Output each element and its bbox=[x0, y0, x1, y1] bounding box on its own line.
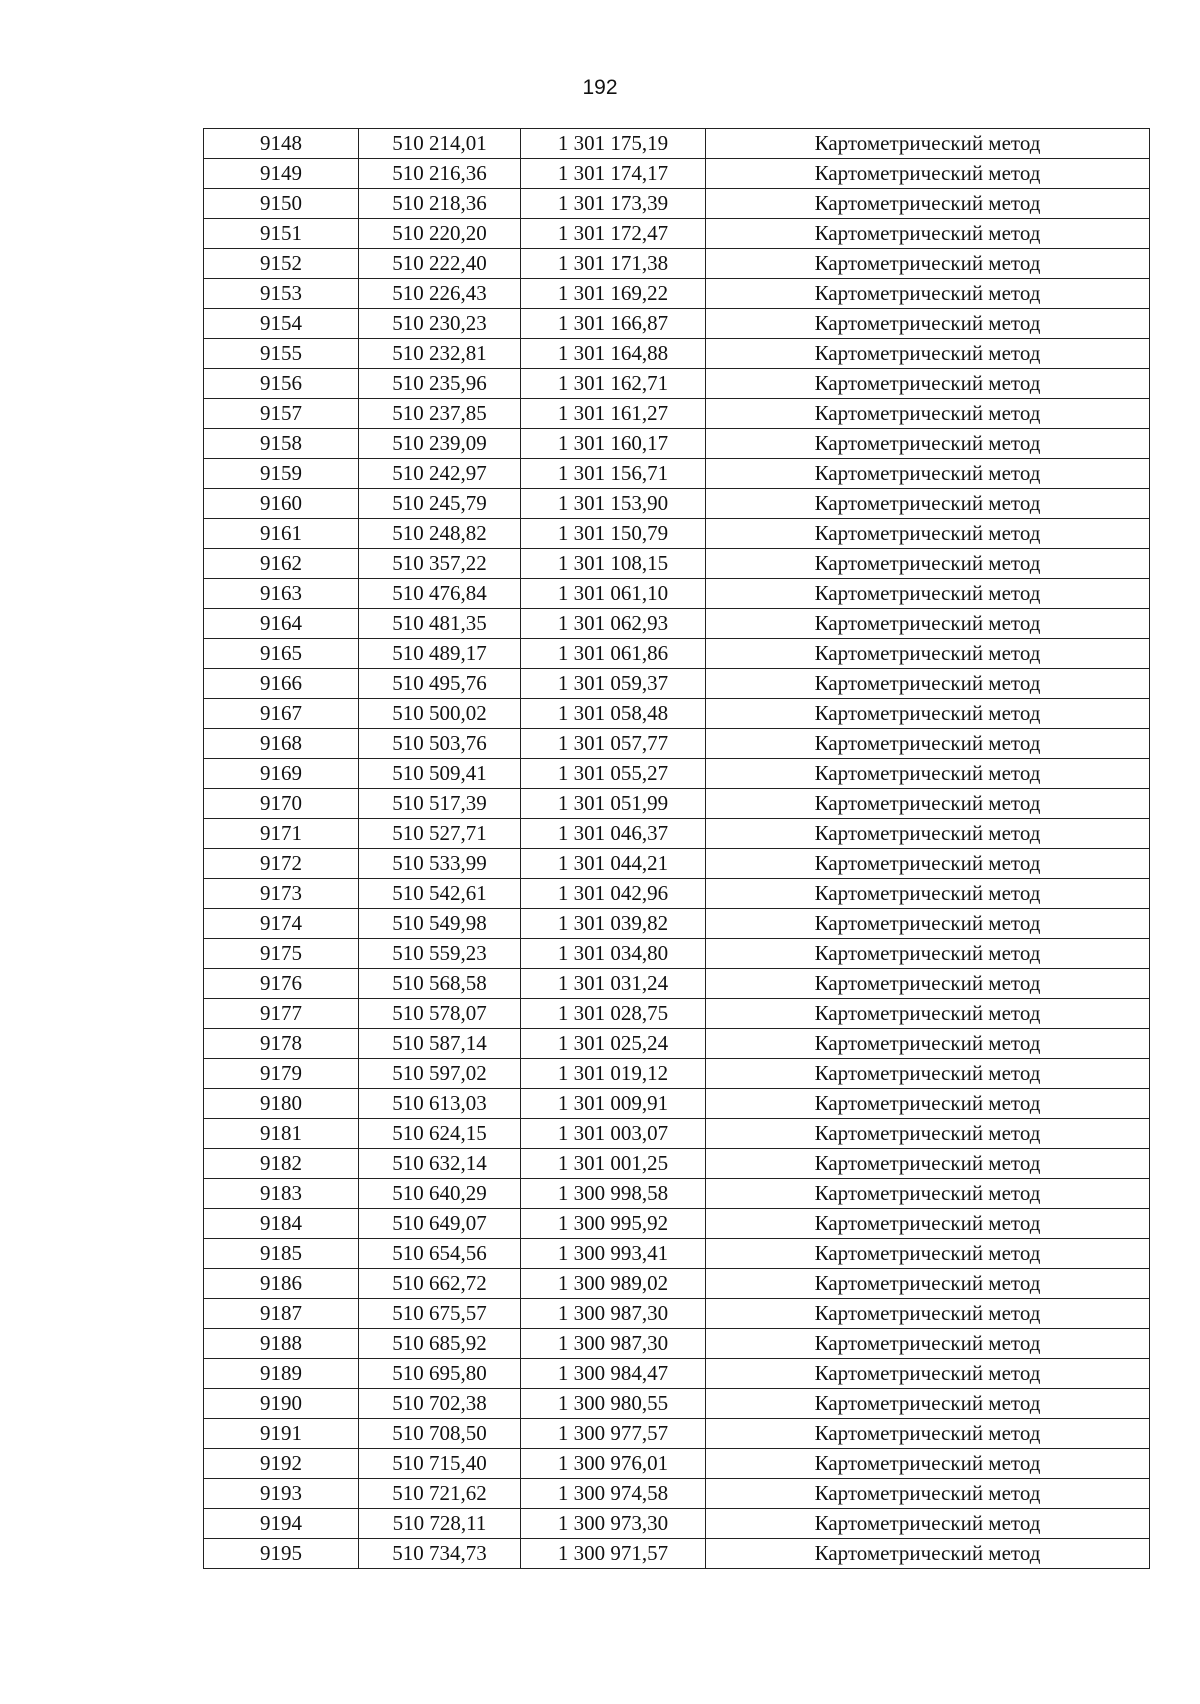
table-row bbox=[204, 669, 1150, 699]
point-number-cell: 9157 bbox=[204, 399, 359, 429]
x-coordinate-cell: 510 685,92 bbox=[359, 1329, 521, 1359]
x-coordinate-cell: 510 517,39 bbox=[359, 789, 521, 819]
point-number-cell: 9162 bbox=[204, 549, 359, 579]
point-number-cell: 9180 bbox=[204, 1089, 359, 1119]
point-number-cell: 9188 bbox=[204, 1329, 359, 1359]
table-row bbox=[204, 1359, 1150, 1389]
y-coordinate-cell: 1 301 169,22 bbox=[521, 279, 706, 309]
table-row bbox=[204, 579, 1150, 609]
y-coordinate-cell: 1 301 034,80 bbox=[521, 939, 706, 969]
y-coordinate-cell: 1 301 055,27 bbox=[521, 759, 706, 789]
table-row bbox=[204, 1089, 1150, 1119]
method-cell: Картометрический метод bbox=[706, 999, 1150, 1029]
y-coordinate-cell: 1 300 987,30 bbox=[521, 1329, 706, 1359]
point-number-cell: 9150 bbox=[204, 189, 359, 219]
table-row bbox=[204, 399, 1150, 429]
point-number-cell: 9179 bbox=[204, 1059, 359, 1089]
y-coordinate-cell: 1 301 175,19 bbox=[521, 129, 706, 159]
y-coordinate-cell: 1 301 171,38 bbox=[521, 249, 706, 279]
point-number-cell: 9192 bbox=[204, 1449, 359, 1479]
method-cell: Картометрический метод bbox=[706, 609, 1150, 639]
x-coordinate-cell: 510 702,38 bbox=[359, 1389, 521, 1419]
y-coordinate-cell: 1 301 156,71 bbox=[521, 459, 706, 489]
table-row bbox=[204, 279, 1150, 309]
x-coordinate-cell: 510 708,50 bbox=[359, 1419, 521, 1449]
table-row bbox=[204, 699, 1150, 729]
point-number-cell: 9149 bbox=[204, 159, 359, 189]
x-coordinate-cell: 510 220,20 bbox=[359, 219, 521, 249]
coordinates-table bbox=[203, 128, 1150, 1569]
y-coordinate-cell: 1 300 989,02 bbox=[521, 1269, 706, 1299]
x-coordinate-cell: 510 715,40 bbox=[359, 1449, 521, 1479]
x-coordinate-cell: 510 578,07 bbox=[359, 999, 521, 1029]
point-number-cell: 9163 bbox=[204, 579, 359, 609]
x-coordinate-cell: 510 230,23 bbox=[359, 309, 521, 339]
x-coordinate-cell: 510 226,43 bbox=[359, 279, 521, 309]
y-coordinate-cell: 1 301 003,07 bbox=[521, 1119, 706, 1149]
table-row bbox=[204, 1179, 1150, 1209]
y-coordinate-cell: 1 300 998,58 bbox=[521, 1179, 706, 1209]
table-row bbox=[204, 219, 1150, 249]
point-number-cell: 9154 bbox=[204, 309, 359, 339]
table-row bbox=[204, 429, 1150, 459]
table-row bbox=[204, 1389, 1150, 1419]
table-row bbox=[204, 639, 1150, 669]
method-cell: Картометрический метод bbox=[706, 1539, 1150, 1569]
y-coordinate-cell: 1 301 031,24 bbox=[521, 969, 706, 999]
y-coordinate-cell: 1 301 042,96 bbox=[521, 879, 706, 909]
y-coordinate-cell: 1 301 046,37 bbox=[521, 819, 706, 849]
point-number-cell: 9152 bbox=[204, 249, 359, 279]
method-cell: Картометрический метод bbox=[706, 1419, 1150, 1449]
method-cell: Картометрический метод bbox=[706, 459, 1150, 489]
method-cell: Картометрический метод bbox=[706, 1209, 1150, 1239]
method-cell: Картометрический метод bbox=[706, 279, 1150, 309]
point-number-cell: 9169 bbox=[204, 759, 359, 789]
table-row bbox=[204, 489, 1150, 519]
point-number-cell: 9148 bbox=[204, 129, 359, 159]
point-number-cell: 9155 bbox=[204, 339, 359, 369]
x-coordinate-cell: 510 559,23 bbox=[359, 939, 521, 969]
coordinates-table-body bbox=[204, 129, 1150, 1569]
y-coordinate-cell: 1 301 057,77 bbox=[521, 729, 706, 759]
table-row bbox=[204, 879, 1150, 909]
point-number-cell: 9153 bbox=[204, 279, 359, 309]
y-coordinate-cell: 1 301 039,82 bbox=[521, 909, 706, 939]
point-number-cell: 9172 bbox=[204, 849, 359, 879]
table-row bbox=[204, 1449, 1150, 1479]
x-coordinate-cell: 510 503,76 bbox=[359, 729, 521, 759]
point-number-cell: 9173 bbox=[204, 879, 359, 909]
y-coordinate-cell: 1 300 977,57 bbox=[521, 1419, 706, 1449]
point-number-cell: 9177 bbox=[204, 999, 359, 1029]
y-coordinate-cell: 1 301 108,15 bbox=[521, 549, 706, 579]
method-cell: Картометрический метод bbox=[706, 1299, 1150, 1329]
point-number-cell: 9160 bbox=[204, 489, 359, 519]
y-coordinate-cell: 1 301 059,37 bbox=[521, 669, 706, 699]
y-coordinate-cell: 1 301 173,39 bbox=[521, 189, 706, 219]
method-cell: Картометрический метод bbox=[706, 129, 1150, 159]
y-coordinate-cell: 1 300 976,01 bbox=[521, 1449, 706, 1479]
x-coordinate-cell: 510 500,02 bbox=[359, 699, 521, 729]
x-coordinate-cell: 510 476,84 bbox=[359, 579, 521, 609]
point-number-cell: 9175 bbox=[204, 939, 359, 969]
x-coordinate-cell: 510 721,62 bbox=[359, 1479, 521, 1509]
x-coordinate-cell: 510 239,09 bbox=[359, 429, 521, 459]
point-number-cell: 9167 bbox=[204, 699, 359, 729]
method-cell: Картометрический метод bbox=[706, 189, 1150, 219]
y-coordinate-cell: 1 301 150,79 bbox=[521, 519, 706, 549]
method-cell: Картометрический метод bbox=[706, 1029, 1150, 1059]
x-coordinate-cell: 510 242,97 bbox=[359, 459, 521, 489]
point-number-cell: 9187 bbox=[204, 1299, 359, 1329]
table-row bbox=[204, 189, 1150, 219]
x-coordinate-cell: 510 495,76 bbox=[359, 669, 521, 699]
method-cell: Картометрический метод bbox=[706, 729, 1150, 759]
x-coordinate-cell: 510 549,98 bbox=[359, 909, 521, 939]
point-number-cell: 9174 bbox=[204, 909, 359, 939]
table-row bbox=[204, 249, 1150, 279]
point-number-cell: 9176 bbox=[204, 969, 359, 999]
y-coordinate-cell: 1 301 062,93 bbox=[521, 609, 706, 639]
y-coordinate-cell: 1 300 995,92 bbox=[521, 1209, 706, 1239]
table-row bbox=[204, 789, 1150, 819]
x-coordinate-cell: 510 728,11 bbox=[359, 1509, 521, 1539]
table-row bbox=[204, 1149, 1150, 1179]
method-cell: Картометрический метод bbox=[706, 339, 1150, 369]
x-coordinate-cell: 510 568,58 bbox=[359, 969, 521, 999]
method-cell: Картометрический метод bbox=[706, 1389, 1150, 1419]
method-cell: Картометрический метод bbox=[706, 969, 1150, 999]
table-row bbox=[204, 1539, 1150, 1569]
table-row bbox=[204, 339, 1150, 369]
point-number-cell: 9170 bbox=[204, 789, 359, 819]
method-cell: Картометрический метод bbox=[706, 879, 1150, 909]
method-cell: Картометрический метод bbox=[706, 1179, 1150, 1209]
x-coordinate-cell: 510 662,72 bbox=[359, 1269, 521, 1299]
table-row bbox=[204, 519, 1150, 549]
method-cell: Картометрический метод bbox=[706, 699, 1150, 729]
point-number-cell: 9158 bbox=[204, 429, 359, 459]
method-cell: Картометрический метод bbox=[706, 159, 1150, 189]
y-coordinate-cell: 1 301 061,10 bbox=[521, 579, 706, 609]
y-coordinate-cell: 1 301 164,88 bbox=[521, 339, 706, 369]
point-number-cell: 9183 bbox=[204, 1179, 359, 1209]
method-cell: Картометрический метод bbox=[706, 429, 1150, 459]
table-row bbox=[204, 849, 1150, 879]
y-coordinate-cell: 1 301 025,24 bbox=[521, 1029, 706, 1059]
table-row bbox=[204, 309, 1150, 339]
point-number-cell: 9166 bbox=[204, 669, 359, 699]
x-coordinate-cell: 510 216,36 bbox=[359, 159, 521, 189]
method-cell: Картометрический метод bbox=[706, 1359, 1150, 1389]
method-cell: Картометрический метод bbox=[706, 579, 1150, 609]
x-coordinate-cell: 510 357,22 bbox=[359, 549, 521, 579]
table-row bbox=[204, 1119, 1150, 1149]
table-row bbox=[204, 1239, 1150, 1269]
y-coordinate-cell: 1 301 174,17 bbox=[521, 159, 706, 189]
method-cell: Картометрический метод bbox=[706, 1089, 1150, 1119]
x-coordinate-cell: 510 245,79 bbox=[359, 489, 521, 519]
x-coordinate-cell: 510 613,03 bbox=[359, 1089, 521, 1119]
x-coordinate-cell: 510 248,82 bbox=[359, 519, 521, 549]
x-coordinate-cell: 510 695,80 bbox=[359, 1359, 521, 1389]
table-row bbox=[204, 1299, 1150, 1329]
table-row bbox=[204, 999, 1150, 1029]
coordinates-table-container bbox=[203, 128, 1149, 1569]
method-cell: Картометрический метод bbox=[706, 309, 1150, 339]
y-coordinate-cell: 1 301 166,87 bbox=[521, 309, 706, 339]
table-row bbox=[204, 459, 1150, 489]
table-row bbox=[204, 1029, 1150, 1059]
x-coordinate-cell: 510 489,17 bbox=[359, 639, 521, 669]
point-number-cell: 9159 bbox=[204, 459, 359, 489]
method-cell: Картометрический метод bbox=[706, 849, 1150, 879]
x-coordinate-cell: 510 632,14 bbox=[359, 1149, 521, 1179]
table-row bbox=[204, 819, 1150, 849]
method-cell: Картометрический метод bbox=[706, 669, 1150, 699]
method-cell: Картометрический метод bbox=[706, 249, 1150, 279]
method-cell: Картометрический метод bbox=[706, 1449, 1150, 1479]
point-number-cell: 9181 bbox=[204, 1119, 359, 1149]
y-coordinate-cell: 1 301 172,47 bbox=[521, 219, 706, 249]
method-cell: Картометрический метод bbox=[706, 519, 1150, 549]
table-row bbox=[204, 1419, 1150, 1449]
y-coordinate-cell: 1 301 019,12 bbox=[521, 1059, 706, 1089]
point-number-cell: 9165 bbox=[204, 639, 359, 669]
y-coordinate-cell: 1 301 028,75 bbox=[521, 999, 706, 1029]
method-cell: Картометрический метод bbox=[706, 909, 1150, 939]
x-coordinate-cell: 510 509,41 bbox=[359, 759, 521, 789]
table-row bbox=[204, 1329, 1150, 1359]
x-coordinate-cell: 510 597,02 bbox=[359, 1059, 521, 1089]
x-coordinate-cell: 510 654,56 bbox=[359, 1239, 521, 1269]
method-cell: Картометрический метод bbox=[706, 1329, 1150, 1359]
x-coordinate-cell: 510 222,40 bbox=[359, 249, 521, 279]
x-coordinate-cell: 510 542,61 bbox=[359, 879, 521, 909]
point-number-cell: 9184 bbox=[204, 1209, 359, 1239]
point-number-cell: 9156 bbox=[204, 369, 359, 399]
y-coordinate-cell: 1 301 058,48 bbox=[521, 699, 706, 729]
table-row bbox=[204, 909, 1150, 939]
point-number-cell: 9161 bbox=[204, 519, 359, 549]
method-cell: Картометрический метод bbox=[706, 819, 1150, 849]
point-number-cell: 9190 bbox=[204, 1389, 359, 1419]
method-cell: Картометрический метод bbox=[706, 939, 1150, 969]
table-row bbox=[204, 1269, 1150, 1299]
y-coordinate-cell: 1 300 984,47 bbox=[521, 1359, 706, 1389]
y-coordinate-cell: 1 301 160,17 bbox=[521, 429, 706, 459]
x-coordinate-cell: 510 649,07 bbox=[359, 1209, 521, 1239]
table-row bbox=[204, 369, 1150, 399]
method-cell: Картометрический метод bbox=[706, 789, 1150, 819]
y-coordinate-cell: 1 301 044,21 bbox=[521, 849, 706, 879]
page-number: 192 bbox=[582, 76, 618, 99]
x-coordinate-cell: 510 675,57 bbox=[359, 1299, 521, 1329]
x-coordinate-cell: 510 232,81 bbox=[359, 339, 521, 369]
x-coordinate-cell: 510 533,99 bbox=[359, 849, 521, 879]
y-coordinate-cell: 1 301 161,27 bbox=[521, 399, 706, 429]
y-coordinate-cell: 1 301 153,90 bbox=[521, 489, 706, 519]
table-row bbox=[204, 969, 1150, 999]
point-number-cell: 9191 bbox=[204, 1419, 359, 1449]
x-coordinate-cell: 510 218,36 bbox=[359, 189, 521, 219]
y-coordinate-cell: 1 300 974,58 bbox=[521, 1479, 706, 1509]
point-number-cell: 9193 bbox=[204, 1479, 359, 1509]
point-number-cell: 9195 bbox=[204, 1539, 359, 1569]
y-coordinate-cell: 1 300 973,30 bbox=[521, 1509, 706, 1539]
x-coordinate-cell: 510 214,01 bbox=[359, 129, 521, 159]
point-number-cell: 9178 bbox=[204, 1029, 359, 1059]
table-row bbox=[204, 1209, 1150, 1239]
method-cell: Картометрический метод bbox=[706, 1239, 1150, 1269]
y-coordinate-cell: 1 300 987,30 bbox=[521, 1299, 706, 1329]
method-cell: Картометрический метод bbox=[706, 1479, 1150, 1509]
x-coordinate-cell: 510 587,14 bbox=[359, 1029, 521, 1059]
y-coordinate-cell: 1 300 980,55 bbox=[521, 1389, 706, 1419]
y-coordinate-cell: 1 301 051,99 bbox=[521, 789, 706, 819]
x-coordinate-cell: 510 481,35 bbox=[359, 609, 521, 639]
table-row bbox=[204, 609, 1150, 639]
point-number-cell: 9168 bbox=[204, 729, 359, 759]
x-coordinate-cell: 510 527,71 bbox=[359, 819, 521, 849]
y-coordinate-cell: 1 300 993,41 bbox=[521, 1239, 706, 1269]
table-row bbox=[204, 1479, 1150, 1509]
method-cell: Картометрический метод bbox=[706, 1119, 1150, 1149]
y-coordinate-cell: 1 301 162,71 bbox=[521, 369, 706, 399]
table-row bbox=[204, 549, 1150, 579]
table-row bbox=[204, 129, 1150, 159]
y-coordinate-cell: 1 300 971,57 bbox=[521, 1539, 706, 1569]
point-number-cell: 9186 bbox=[204, 1269, 359, 1299]
method-cell: Картометрический метод bbox=[706, 759, 1150, 789]
method-cell: Картометрический метод bbox=[706, 1269, 1150, 1299]
y-coordinate-cell: 1 301 001,25 bbox=[521, 1149, 706, 1179]
point-number-cell: 9171 bbox=[204, 819, 359, 849]
point-number-cell: 9189 bbox=[204, 1359, 359, 1389]
table-row bbox=[204, 759, 1150, 789]
method-cell: Картометрический метод bbox=[706, 489, 1150, 519]
table-row bbox=[204, 1059, 1150, 1089]
x-coordinate-cell: 510 624,15 bbox=[359, 1119, 521, 1149]
method-cell: Картометрический метод bbox=[706, 639, 1150, 669]
method-cell: Картометрический метод bbox=[706, 369, 1150, 399]
table-row bbox=[204, 1509, 1150, 1539]
table-row bbox=[204, 939, 1150, 969]
method-cell: Картометрический метод bbox=[706, 219, 1150, 249]
method-cell: Картометрический метод bbox=[706, 399, 1150, 429]
method-cell: Картометрический метод bbox=[706, 549, 1150, 579]
point-number-cell: 9185 bbox=[204, 1239, 359, 1269]
method-cell: Картометрический метод bbox=[706, 1509, 1150, 1539]
method-cell: Картометрический метод bbox=[706, 1059, 1150, 1089]
table-row bbox=[204, 159, 1150, 189]
x-coordinate-cell: 510 734,73 bbox=[359, 1539, 521, 1569]
table-row bbox=[204, 729, 1150, 759]
method-cell: Картометрический метод bbox=[706, 1149, 1150, 1179]
point-number-cell: 9151 bbox=[204, 219, 359, 249]
point-number-cell: 9194 bbox=[204, 1509, 359, 1539]
y-coordinate-cell: 1 301 061,86 bbox=[521, 639, 706, 669]
x-coordinate-cell: 510 235,96 bbox=[359, 369, 521, 399]
x-coordinate-cell: 510 640,29 bbox=[359, 1179, 521, 1209]
x-coordinate-cell: 510 237,85 bbox=[359, 399, 521, 429]
point-number-cell: 9164 bbox=[204, 609, 359, 639]
y-coordinate-cell: 1 301 009,91 bbox=[521, 1089, 706, 1119]
point-number-cell: 9182 bbox=[204, 1149, 359, 1179]
